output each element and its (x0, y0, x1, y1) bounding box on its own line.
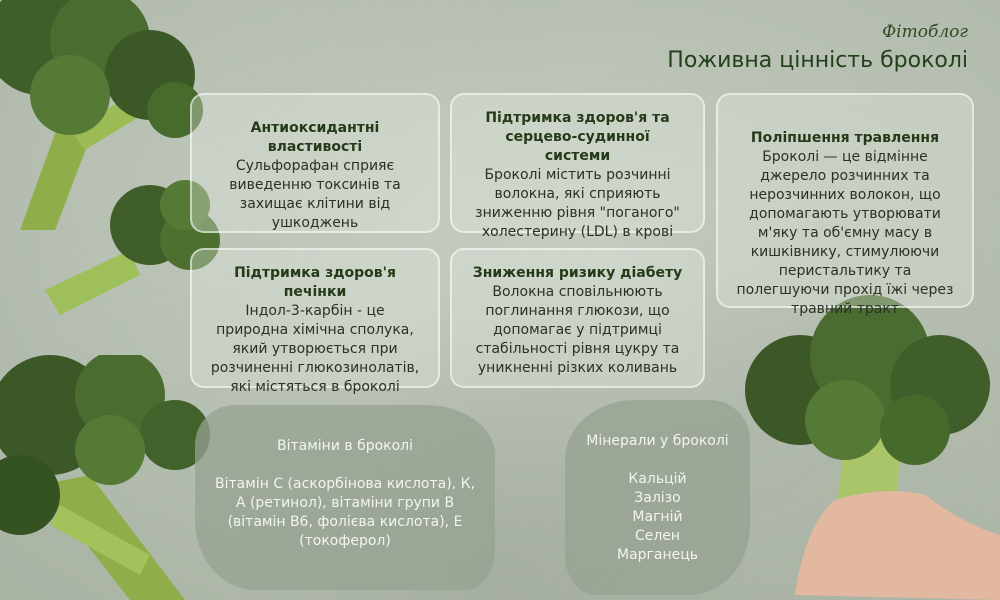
mineral-item: Магній (632, 509, 683, 525)
card-title: Підтримка здоров'я та серцево-судинної системи (485, 110, 670, 164)
card-heart-health (450, 93, 705, 240)
card-text: Сульфорафан сприяє виведенню токсинів та захищає клітини від ушкоджень (229, 158, 401, 231)
vitamins-panel (195, 405, 495, 590)
minerals-title: Мінерали у броколі (586, 433, 729, 449)
mineral-item: Селен (634, 528, 681, 544)
card-diabetes-risk (450, 248, 705, 388)
mineral-item: Марганець (616, 547, 699, 563)
vitamins-title: Вітаміни в броколі (276, 438, 414, 454)
card-text: Волокна сповільнюють поглинання глюкози, що допомагає у підтримці стабільності рівня цукру та уникненні різких коливань (475, 284, 680, 376)
card-title: Поліпшення травлення (750, 130, 940, 146)
mineral-item: Залізо (634, 490, 681, 506)
page-title: Поживна цінність броколі (667, 48, 968, 73)
mineral-item: Кальцій (628, 471, 687, 487)
brand-label: Фітоблог (882, 22, 968, 42)
minerals-panel (565, 400, 750, 595)
broccoli-hand-image (735, 295, 1000, 600)
card-text: Броколі містить розчинні волокна, які сприяють зниженню рівня "поганого" холестерину (LDL) в крові (475, 167, 680, 240)
card-digestion (716, 93, 974, 317)
card-title: Зниження ризику діабету (472, 265, 683, 281)
card-title: Підтримка здоров'я печінки (234, 265, 396, 300)
card-title: Антиоксидантні властивості (250, 120, 380, 155)
card-antioxidant (190, 93, 440, 233)
card-text: Індол-3-карбін - це природна хімічна сполука, який утворюється при розчиненні глюкозинолатів, які містяться в броколі (210, 303, 420, 395)
card-text: Броколі — це відмінне джерело розчинних та нерозчинних волокон, що допомагають утворювати м'яку та об'ємну масу в кишківнику, стимулюючи перистальтику та полегшуючи прохід їжі через травний тракт (736, 149, 954, 317)
broccoli-bottom-left-image (0, 355, 215, 600)
card-liver-health (190, 248, 440, 395)
vitamins-text: Вітамін С (аскорбінова кислота), К, А (ретинол), вітаміни групи В (вітамін В6, фолієва кислота), Е (токоферол) (215, 476, 475, 549)
